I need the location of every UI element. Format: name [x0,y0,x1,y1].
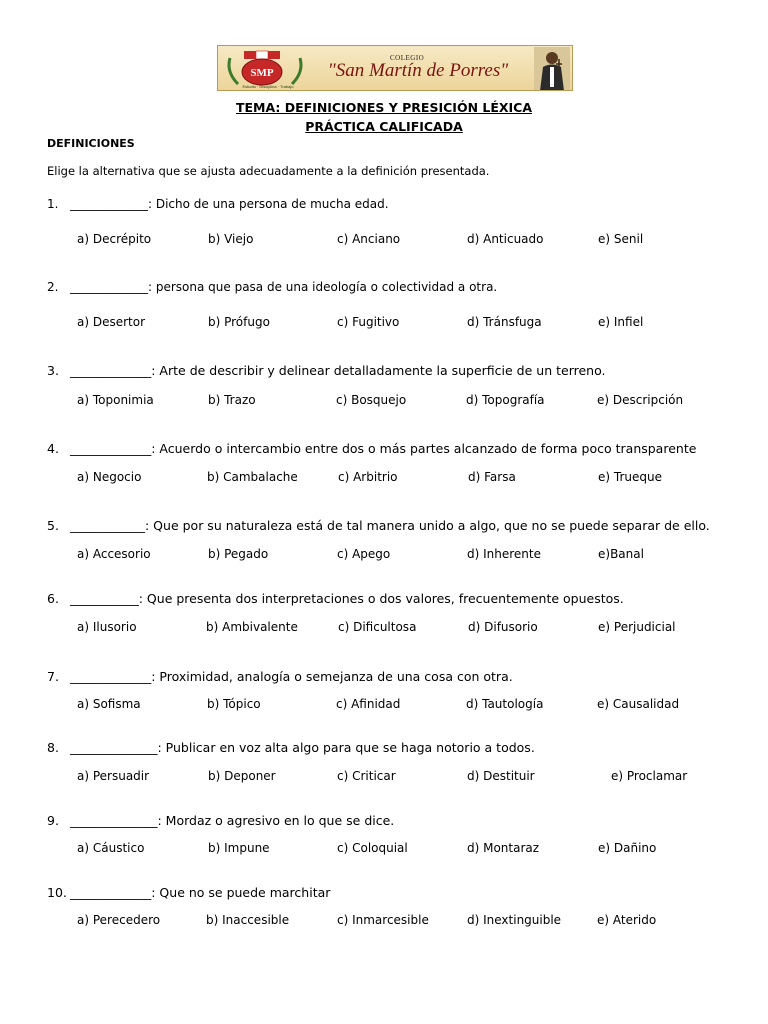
question-7 [47,669,513,684]
option-e: e) Senil [598,232,644,246]
option-d: d) Difusorio [468,620,538,634]
option-d: d) Inherente [467,547,541,561]
option-c: c) Dificultosa [338,620,417,634]
option-d: d) Inextinguible [467,913,562,927]
option-b: b) Prófugo [208,315,270,329]
option-e: e) Causalidad [597,697,680,711]
question-10 [47,885,330,900]
crest-letters: SMP [250,67,274,79]
question-number: 7. [47,669,59,684]
question-text: ______________: Publicar en voz alta algo para que se haga notorio a todos. [70,740,535,755]
question-text: _____________: Dicho de una persona de mucha edad. [70,197,389,211]
section-heading: DEFINICIONES [47,137,135,150]
option-a: a) Decrépito [77,232,152,246]
option-b: b) Cambalache [207,470,298,484]
question-5 [47,518,710,533]
option-a: a) Desertor [77,315,146,329]
question-8 [47,740,535,755]
option-c: c) Anciano [337,232,401,246]
question-text: ___________: Que presenta dos interpretaciones o dos valores, frecuentemente opuestos. [70,591,624,606]
question-4 [47,441,696,456]
question-number: 8. [47,740,59,755]
question-9 [47,813,394,828]
option-a: a) Toponimia [77,393,154,407]
school-label: COLEGIO [390,54,425,62]
question-2 [47,280,497,294]
option-d: d) Topografía [466,393,545,407]
question-number: 10. [47,885,67,900]
option-a: a) Persuadir [77,769,150,783]
option-b: b) Impune [208,841,270,855]
option-b: b) Pegado [208,547,269,561]
practice-title: PRÁCTICA CALIFICADA [305,119,463,134]
question-number: 4. [47,441,59,456]
option-b: b) Deponer [208,769,276,783]
option-a: a) Negocio [77,470,142,484]
option-e: e) Dañino [598,841,657,855]
option-e: e) Descripción [597,393,684,407]
option-c: c) Bosquejo [336,393,407,407]
question-6 [47,591,624,606]
option-b: b) Ambivalente [206,620,298,634]
option-c: c) Arbitrio [338,470,398,484]
school-banner [217,45,573,91]
instructions: Elige la alternativa que se ajusta adecuadamente a la definición presentada. [47,164,490,178]
question-text: _____________: persona que pasa de una ideología o colectividad a otra. [70,280,498,294]
question-number: 3. [47,363,59,378]
option-b: b) Viejo [208,232,254,246]
option-e: e) Proclamar [611,769,688,783]
question-text: ____________: Que por su naturaleza está de tal manera unido a algo, que no se puede separar de ello. [70,518,710,533]
option-d: d) Tránsfuga [467,315,542,329]
option-b: b) Inaccesible [206,913,290,927]
option-c: c) Inmarcesible [337,913,429,927]
option-e: e) Aterido [597,913,657,927]
question-text: _____________: Que no se puede marchitar [70,885,331,900]
option-c: c) Afinidad [336,697,401,711]
option-a: a) Sofisma [77,697,141,711]
saint-portrait-icon [534,47,570,91]
option-a: a) Accesorio [77,547,151,561]
school-crest-icon [224,48,306,90]
question-text: ______________: Mordaz o agresivo en lo que se dice. [70,813,395,828]
question-number: 1. [47,197,59,211]
question-number: 6. [47,591,59,606]
option-c: c) Coloquial [337,841,408,855]
question-text: _____________: Proximidad, analogía o semejanza de una cosa con otra. [70,669,513,684]
option-a: a) Perecedero [77,913,161,927]
option-d: d) Farsa [468,470,516,484]
question-number: 9. [47,813,59,828]
option-a: a) Ilusorio [77,620,137,634]
question-text: _____________: Acuerdo o intercambio entre dos o más partes alcanzado de forma poco transparente [70,441,697,456]
option-c: c) Fugitivo [337,315,400,329]
question-3 [47,363,606,378]
option-e: e) Infiel [598,315,644,329]
option-d: d) Anticuado [467,232,544,246]
option-d: d) Destituir [467,769,535,783]
option-a: a) Cáustico [77,841,145,855]
question-number: 2. [47,280,59,294]
option-c: c) Criticar [337,769,396,783]
option-e: e) Perjudicial [598,620,676,634]
option-e: e) Trueque [598,470,662,484]
question-number: 5. [47,518,59,533]
school-name: "San Martín de Porres" [327,60,509,81]
option-d: d) Montaraz [467,841,540,855]
topic-title: TEMA: DEFINICIONES Y PRESICIÓN LÉXICA [235,100,533,115]
question-1 [47,197,389,211]
crest-motto: Estudio · Disciplina · Trabajo [242,84,294,89]
option-e: e)Banal [598,547,644,561]
question-text: _____________: Arte de describir y delinear detalladamente la superficie de un terreno. [70,363,606,378]
option-b: b) Tópico [207,697,261,711]
option-d: d) Tautología [466,697,544,711]
option-b: b) Trazo [208,393,256,407]
option-c: c) Apego [337,547,391,561]
